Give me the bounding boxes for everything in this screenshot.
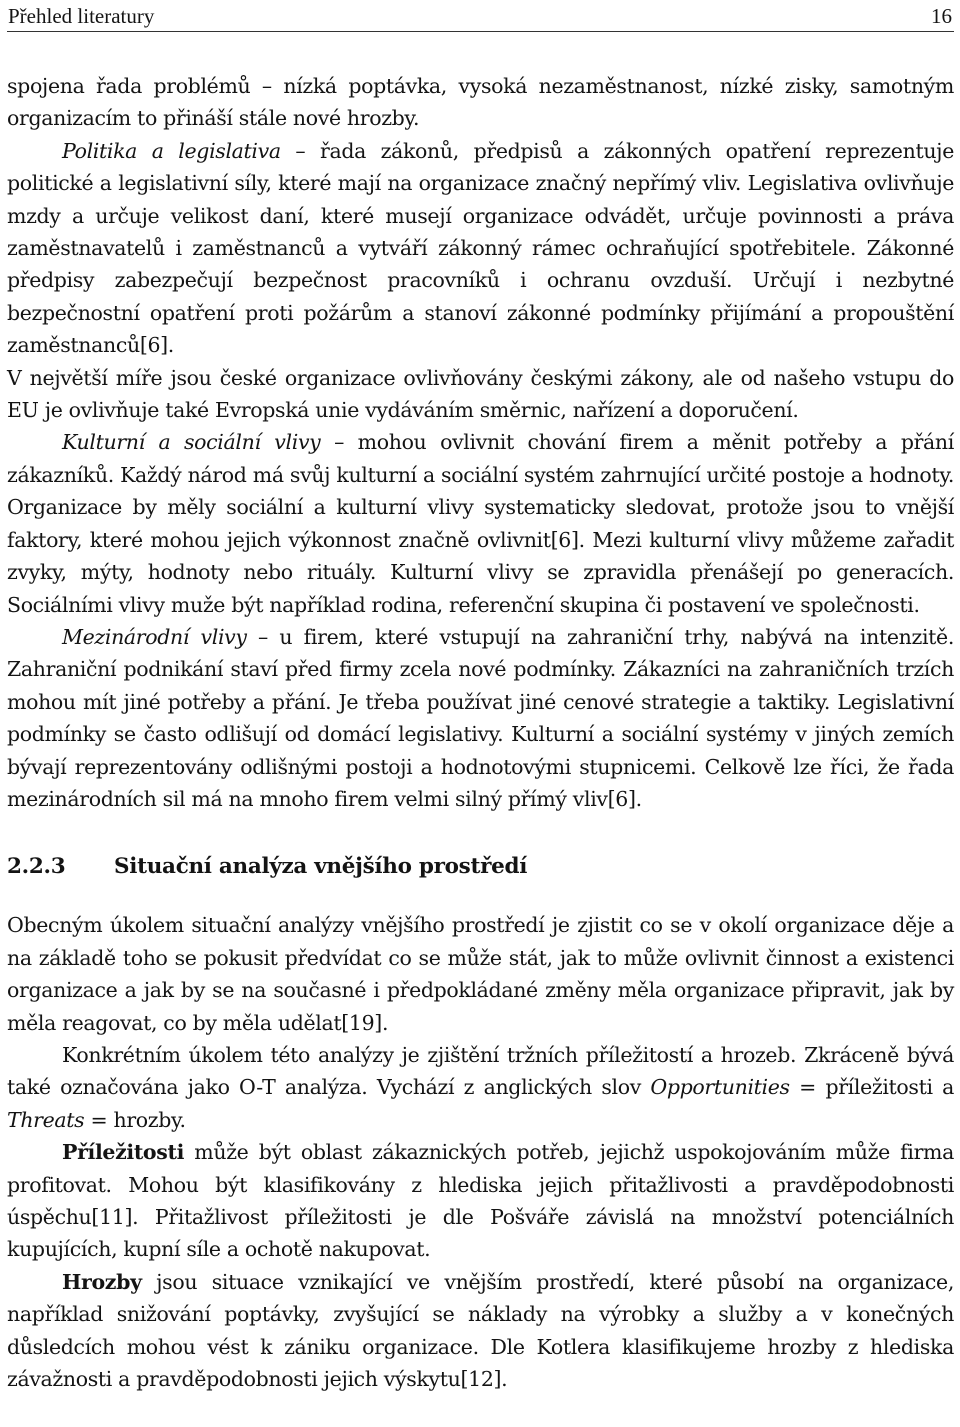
paragraph-text: V největší míře jsou české organizace ovlivňovány českými zákony, ale od našeho vstupu do EU je ovlivňuje také Evropská unie vydáváním směrnic, nařízení a doporučení.	[7, 365, 954, 423]
body-text	[7, 70, 954, 1395]
term-opportunity-bold: Příležitosti	[62, 1140, 185, 1165]
page-number: 16	[931, 4, 952, 28]
paragraph-text: může být oblast zákaznických potřeb, jejichž uspokojováním může firma profitovat. Mohou být klasifikovány z hlediska jejich přitažlivosti a pravděpodobnosti úspěchu[11]. Přitažlivost příležitosti je dle Pošváře závislá na množství potenciálních kupujících, kupní síle a ochotě nakupovat.	[7, 1140, 954, 1262]
paragraph-text: Obecným úkolem situační analýzy vnějšího prostředí je zjistit co se v okolí organizace děje a na základě toho se pokusit předvídat co se může stát, jak to může ovlivnit činnost a existenci organizace a jak by se na současné i předpokládané změny měla organizace připravit, jak by měla reagovat, co by měla udělat[19].	[7, 913, 954, 1035]
paragraph-international	[7, 621, 954, 815]
term-international: Mezinárodní vlivy	[62, 624, 247, 649]
paragraph-czech-laws	[7, 362, 954, 427]
page-header	[7, 0, 954, 32]
term-cultural: Kulturní a sociální vlivy	[62, 430, 321, 455]
paragraph-text: jsou situace vznikající ve vnějším prostředí, které působí na organizace, například snižování poptávky, zvyšující se náklady na výrobky a služby a v konečných důsledcích mohou vést k zániku organizace. Dle Kotlera klasifikujeme hrozby z hlediska závažnosti a pravděpodobnosti jejich výskytu[12].	[7, 1269, 954, 1392]
paragraph-continuation	[7, 70, 954, 135]
paragraph-politics	[7, 135, 954, 362]
term-threats-bold: Hrozby	[62, 1269, 142, 1294]
term-opportunities: Opportunities	[650, 1075, 790, 1100]
paragraph-text: Konkrétním úkolem této analýzy je zjištění tržních příležitostí a hrozeb. Zkráceně bývá také označována jako O-T analýza. Vychází z anglických slov	[7, 1042, 954, 1100]
section-heading	[7, 851, 954, 883]
paragraph-cultural	[7, 426, 954, 620]
paragraph-text: – mohou ovlivnit chování firem a měnit potřeby a přání zákazníků. Každý národ má svůj kulturní a sociální systém zahrnující určité postoje a hodnoty. Organizace by měly sociální a kulturní vlivy systematicky sledovat, protože jsou to vnější faktory, které mohou jejich výkonnost značně ovlivnit[6]. Mezi kulturní vlivy můžeme zařadit zvyky, mýty, hodnoty nebo rituály. Kulturní vlivy se zpravidla přenášejí po generacích. Sociálními vlivy muže být například rodina, referenční skupina či postavení ve společnosti.	[7, 430, 954, 617]
paragraph-text: – řada zákonů, předpisů a zákonných opatření reprezentuje politické a legislativní síly, které mají na organizace značný nepřímý vliv. Legislativa ovlivňuje mzdy a určuje velikost daní, které musejí organizace odvádět, určuje povinnosti a práva zaměstnavatelů i zaměstnanců a vytváří zákonný rámec ochraňující spotřebitele. Zákonné předpisy zabezpečují bezpečnost pracovníků i ochranu ovzduší. Určují i nezbytné bezpečnostní opatření proti požárům a stanoví zákonné podmínky přijímání a propouštění zaměstnanců[6].	[7, 138, 954, 358]
term-politics: Politika a legislativa	[62, 138, 281, 163]
paragraph-text: = hrozby.	[84, 1107, 186, 1132]
term-threats: Threats	[7, 1107, 85, 1132]
paragraph-text: spojena řada problémů – nízká poptávka, vysoká nezaměstnanost, nízké zisky, samotným organizacím to přináší stále nové hrozby.	[7, 74, 954, 131]
paragraph-opportunities	[7, 1136, 954, 1266]
paragraph-text: – u firem, které vstupují na zahraniční trhy, nabývá na intenzitě. Zahraniční podnikání staví před firmy zcela nové podmínky. Zákazníci na zahraničních trzích mohou mít jiné potřeby a přání. Je třeba používat jiné cenové strategie a taktiky. Legislativní podmínky se často odlišují od domácí legislativy. Kulturní a sociální systémy v jiných zemích bývají reprezentovány odlišnými postoji a hodnotovými stupnicemi. Celkově lze říci, že řada mezinárodních sil má na mnoho firem velmi silný přímý vliv[6].	[7, 624, 954, 811]
paragraph-ot-analysis	[7, 1039, 954, 1136]
section-number: 2.2.3	[7, 854, 66, 880]
paragraph-text: = příležitosti a	[789, 1075, 954, 1100]
paragraph-situational	[7, 909, 954, 1039]
chapter-title: Přehled literatury	[8, 4, 155, 28]
section-title: Situační analýza vnějšího prostředí	[114, 854, 528, 880]
paragraph-threats	[7, 1266, 954, 1396]
